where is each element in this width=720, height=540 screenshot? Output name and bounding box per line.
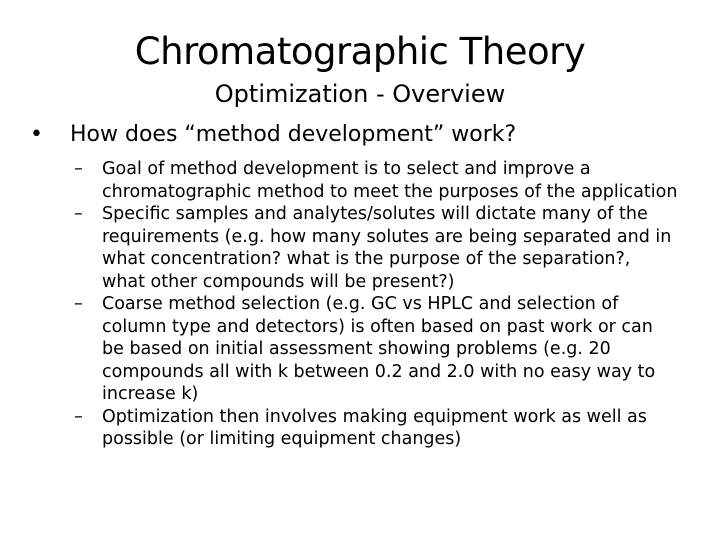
sub-bullet-line: Coarse method selection (e.g. GC vs HPLC and selection of	[102, 294, 619, 314]
sub-bullet-line: what other compounds will be present?)	[102, 271, 455, 292]
sub-bullet-line: column type and detectors) is often based on past work or can	[102, 316, 653, 337]
sub-bullet-samples	[74, 203, 694, 293]
sub-bullet-line: what concentration? what is the purpose of the separation?,	[102, 249, 631, 269]
sub-bullet-line: Specific samples and analytes/solutes will dictate many of the	[102, 204, 648, 224]
sub-bullet-dash: –	[74, 294, 83, 314]
sub-bullet-goal	[74, 158, 694, 203]
sub-bullet-list	[74, 158, 694, 451]
sub-bullet-coarse-selection	[74, 293, 694, 406]
bullet-marker: •	[30, 122, 43, 147]
sub-bullet-line: possible (or limiting equipment changes)	[102, 429, 462, 449]
sub-bullet-line: compounds all with k between 0.2 and 2.0 with no easy way to	[102, 361, 656, 382]
sub-bullet-line: increase k)	[102, 384, 199, 404]
sub-bullet-line: Goal of method development is to select and improve a	[102, 159, 591, 179]
sub-bullet-line: be based on initial assessment showing problems (e.g. 20	[102, 339, 611, 359]
slide-title: Chromatographic Theory	[134, 30, 586, 73]
sub-bullet-dash: –	[74, 204, 83, 224]
bullet-text: How does “method development” work?	[70, 122, 517, 147]
sub-bullet-line: Optimization then involves making equipment work as well as	[102, 406, 647, 427]
sub-bullet-line: chromatographic method to meet the purposes of the application	[102, 181, 678, 202]
sub-bullet-optimization	[74, 406, 694, 451]
slide-subtitle: Optimization - Overview	[214, 80, 506, 108]
sub-bullet-line: requirements (e.g. how many solutes are being separated and in	[102, 226, 672, 247]
sub-bullet-dash: –	[74, 406, 83, 427]
sub-bullet-dash: –	[74, 159, 83, 179]
